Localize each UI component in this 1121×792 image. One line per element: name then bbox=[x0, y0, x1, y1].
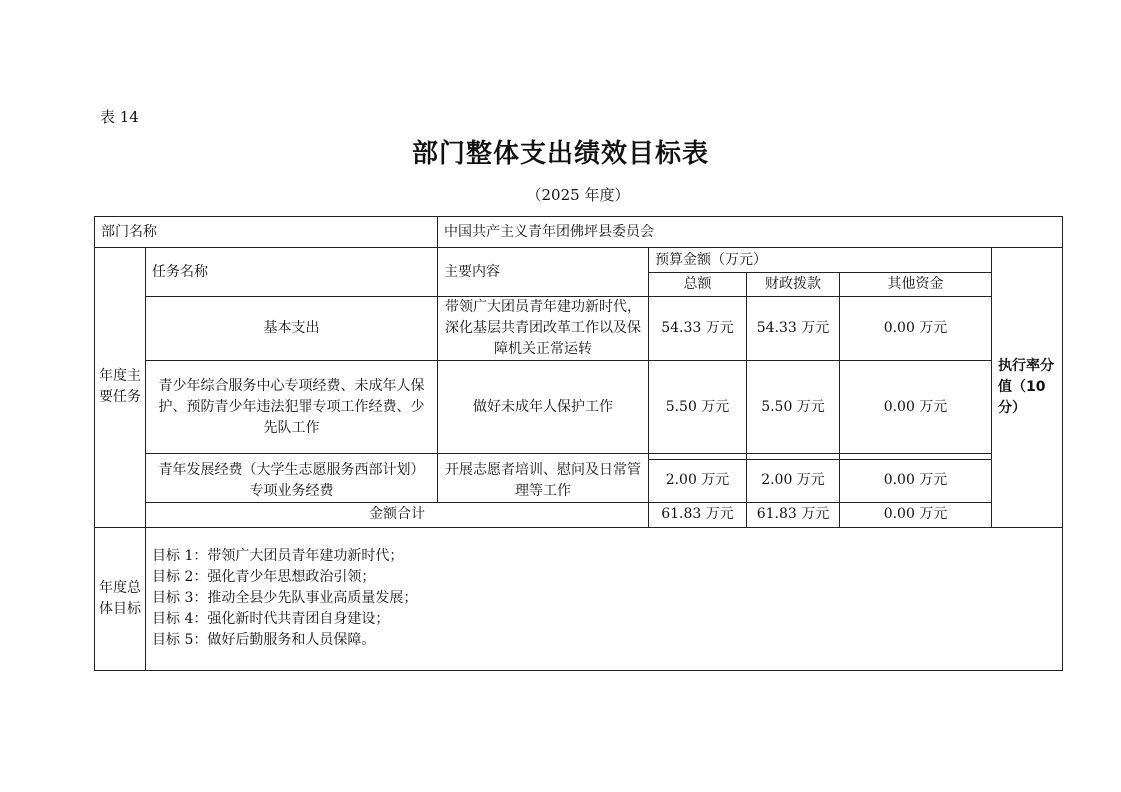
task-name-header: 任务名称 bbox=[146, 248, 438, 297]
table-row bbox=[95, 361, 1063, 454]
sum-other: 0.00 万元 bbox=[840, 502, 992, 527]
goal-item: 目标 4：强化新时代共青团自身建设； bbox=[152, 611, 390, 627]
task-content: 带领广大团员青年建功新时代，深化基层共青团改革工作以及保障机关正常运转 bbox=[438, 297, 649, 361]
goal-item: 目标 3：推动全县少先队事业高质量发展； bbox=[152, 590, 418, 606]
total-header: 总额 bbox=[649, 273, 747, 297]
task-name: 青年发展经费（大学生志愿服务西部计划）专项业务经费 bbox=[146, 460, 438, 503]
task-fiscal: 5.50 万元 bbox=[747, 361, 840, 454]
tasks-row-label: 年度主要任务 bbox=[95, 248, 146, 528]
table-row bbox=[95, 297, 1063, 361]
goals-row bbox=[95, 527, 1063, 670]
department-row bbox=[95, 217, 1063, 248]
year-subtitle: （2025 年度） bbox=[526, 186, 630, 204]
other-header: 其他资金 bbox=[840, 273, 992, 297]
task-fiscal: 2.00 万元 bbox=[747, 460, 840, 503]
task-fiscal: 54.33 万元 bbox=[747, 297, 840, 361]
sum-row bbox=[95, 502, 1063, 527]
task-other: 0.00 万元 bbox=[840, 297, 992, 361]
page-title: 部门整体支出绩效目标表 bbox=[411, 139, 709, 169]
goal-item: 目标 5：做好后勤服务和人员保障。 bbox=[152, 632, 376, 648]
department-value: 中国共产主义青年团佛坪县委员会 bbox=[438, 217, 1063, 248]
performance-table bbox=[94, 216, 1063, 671]
budget-header: 预算金额（万元） bbox=[649, 248, 992, 273]
sum-fiscal: 61.83 万元 bbox=[747, 502, 840, 527]
goal-item: 目标 2：强化青少年思想政治引领； bbox=[152, 569, 376, 585]
execution-score-label: 执行率分值（10分） bbox=[992, 248, 1063, 528]
sum-label: 金额合计 bbox=[146, 502, 649, 527]
goals-row-label: 年度总体目标 bbox=[95, 527, 146, 670]
task-name: 青少年综合服务中心专项经费、未成年人保护、预防青少年违法犯罪专项工作经费、少先队工作 bbox=[146, 361, 438, 454]
department-label: 部门名称 bbox=[95, 217, 438, 248]
table-row bbox=[95, 460, 1063, 503]
task-total: 5.50 万元 bbox=[649, 361, 747, 454]
fiscal-header: 财政拨款 bbox=[747, 273, 840, 297]
task-total: 2.00 万元 bbox=[649, 460, 747, 503]
sum-total: 61.83 万元 bbox=[649, 502, 747, 527]
task-other: 0.00 万元 bbox=[840, 361, 992, 454]
goal-item: 目标 1：带领广大团员青年建功新时代； bbox=[152, 548, 404, 564]
task-content: 开展志愿者培训、慰问及日常管理等工作 bbox=[438, 460, 649, 503]
task-header-row bbox=[95, 248, 1063, 273]
goals-list bbox=[146, 527, 1063, 670]
task-content: 做好未成年人保护工作 bbox=[438, 361, 649, 454]
task-total: 54.33 万元 bbox=[649, 297, 747, 361]
table-number: 表 14 bbox=[100, 108, 139, 126]
content-header: 主要内容 bbox=[438, 248, 649, 297]
task-other: 0.00 万元 bbox=[840, 460, 992, 503]
task-name: 基本支出 bbox=[146, 297, 438, 361]
